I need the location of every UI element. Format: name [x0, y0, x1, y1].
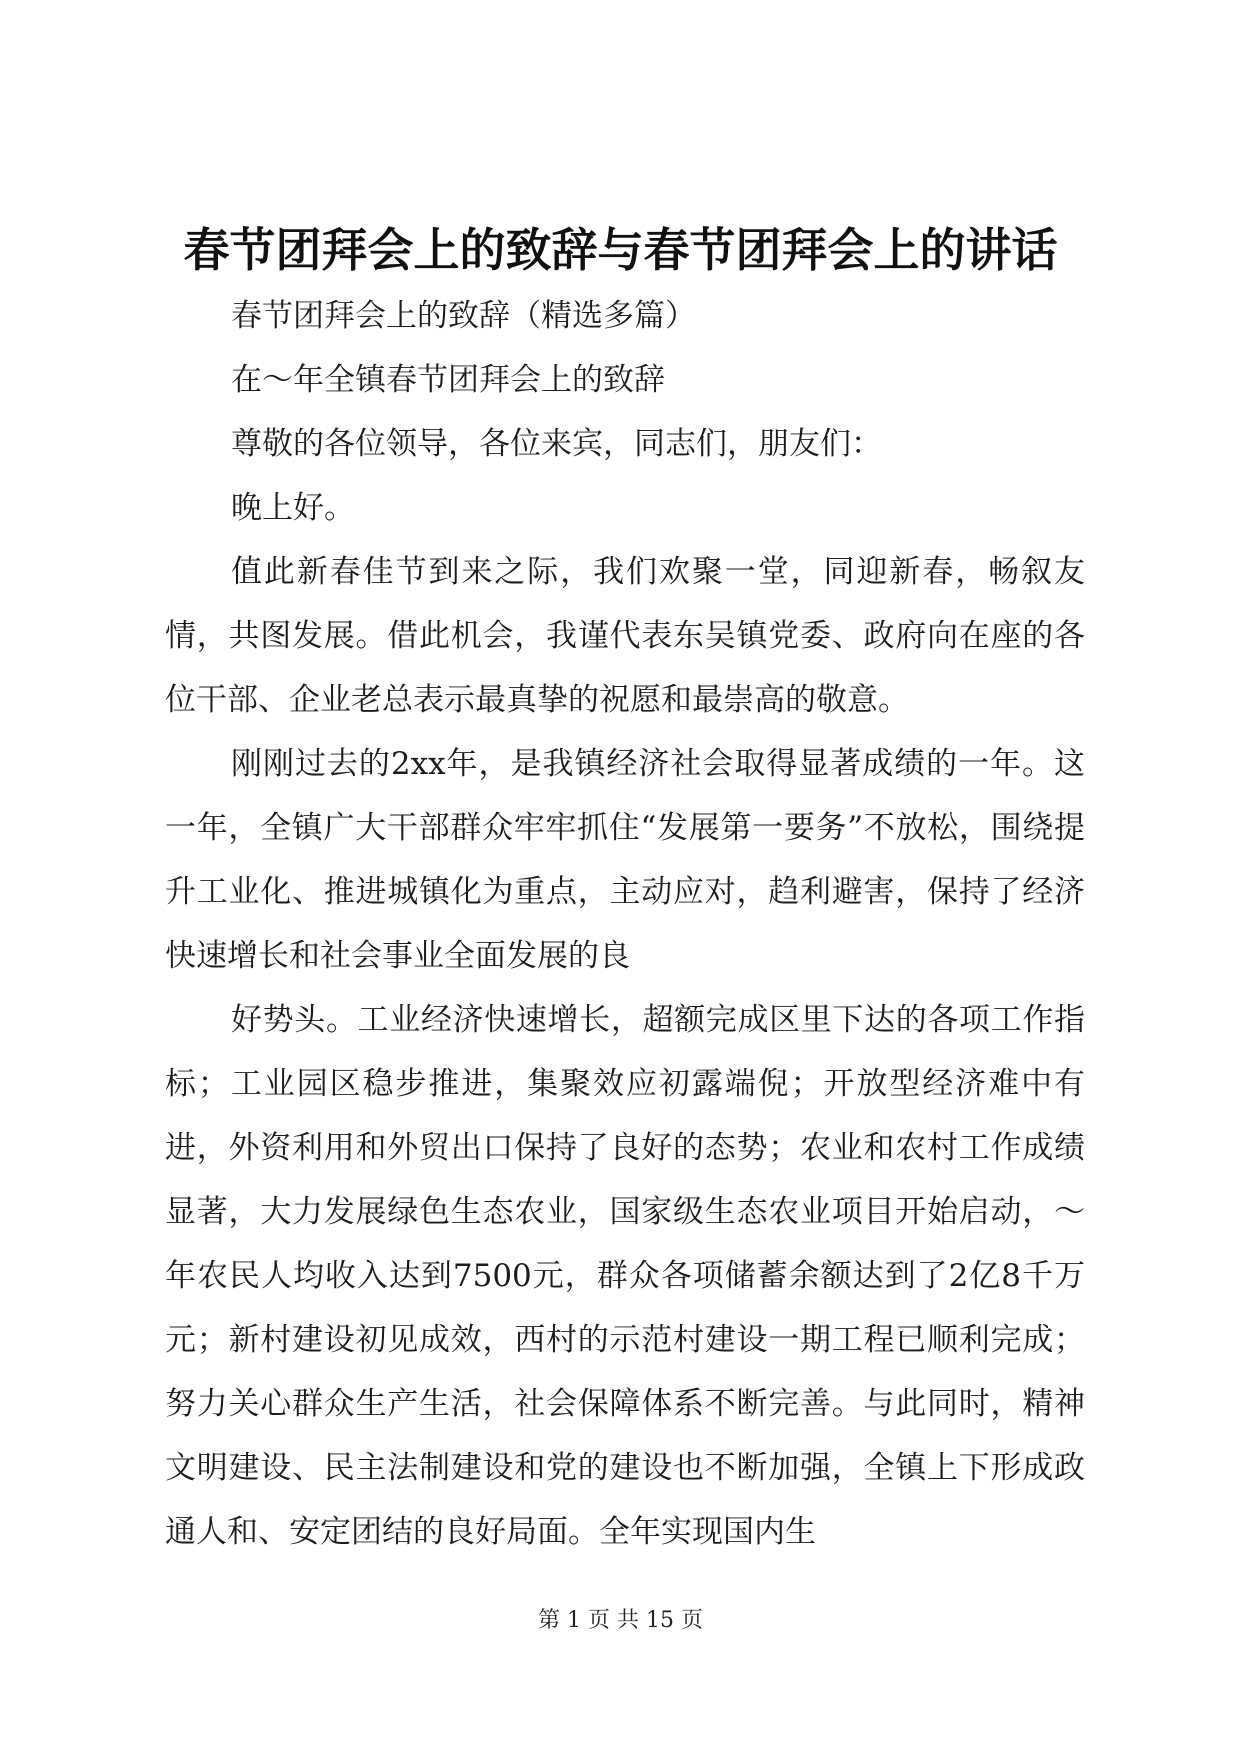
document-title: 春节团拜会上的致辞与春节团拜会上的讲话 [183, 223, 1058, 277]
page-footer: 第 1 页 共 15 页 [538, 1608, 703, 1633]
document-body [165, 284, 1085, 1564]
paragraph: 春节团拜会上的致辞（精选多篇） [231, 298, 696, 334]
paragraph: 好势头。工业经济快速增长，超额完成区里下达的各项工作指标；工业园区稳步推进，集聚效应初露端倪；开放型经济难中有进，外资利用和外贸出口保持了良好的态势；农业和农村工作成绩显著，大力发展绿色生态农业，国家级生态农业项目开始启动，～年农民人均收入达到7500元，群众各项储蓄余额达到了2亿8千万元；新村建设初见成效，西村的示范村建设一期工程已顺利完成；努力关心群众生产生活，社会保障体系不断完善。与此同时，精神文明建设、民主法制建设和党的建设也不断加强，全镇上下形成政通人和、安定团结的良好局面。全年实现国内生 [165, 1002, 1085, 1550]
paragraph: 值此新春佳节到来之际，我们欢聚一堂，同迎新春，畅叙友情，共图发展。借此机会，我谨代表东吴镇党委、政府向在座的各位干部、企业老总表示最真挚的祝愿和最崇高的敬意。 [165, 554, 1085, 718]
paragraph: 在～年全镇春节团拜会上的致辞 [231, 362, 665, 398]
paragraph: 晚上好。 [231, 490, 355, 526]
paragraph: 刚刚过去的2xx年，是我镇经济社会取得显著成绩的一年。这一年，全镇广大干部群众牢牢抓住“发展第一要务”不放松，围绕提升工业化、推进城镇化为重点，主动应对，趋利避害，保持了经济快速增长和社会事业全面发展的良 [165, 746, 1085, 974]
paragraph: 尊敬的各位领导，各位来宾，同志们，朋友们： [231, 426, 882, 462]
